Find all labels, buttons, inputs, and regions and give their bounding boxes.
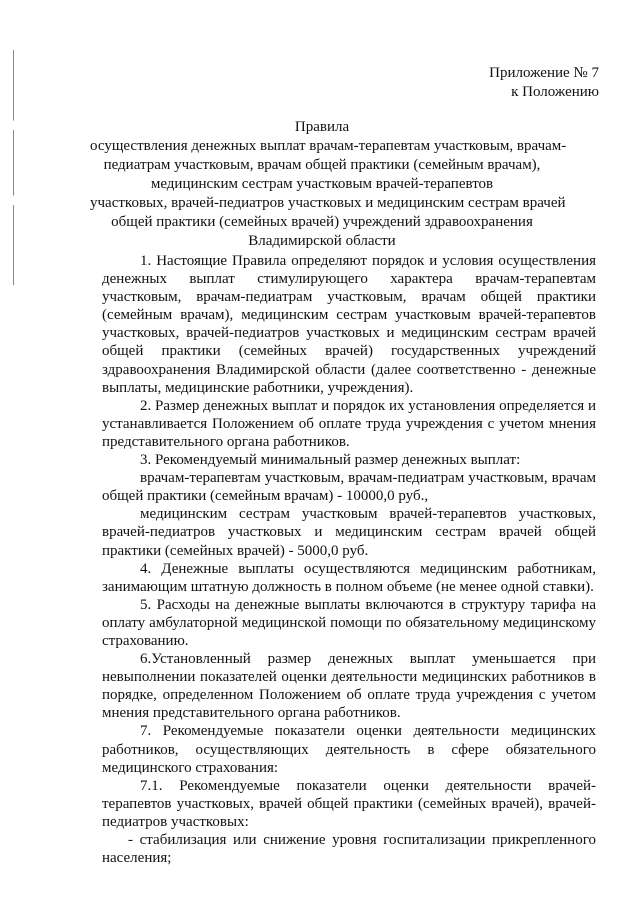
document-title (90, 118, 567, 251)
title-line: Правила (294, 119, 350, 135)
title-line: осуществления денежных выплат врачам-терапевтам участковым, врачам- (90, 138, 567, 154)
title-line: медицинским сестрам участковым врачей-терапевтов (150, 176, 494, 192)
title-line: участковых, врачей-педиатров участковых и медицинским сестрам врачей (90, 195, 566, 211)
paragraph-3: 3. Рекомендуемый минимальный размер денежных выплат: (140, 452, 521, 469)
paragraph-4: 4. Денежные выплаты осуществляются медицинским работникам, занимающим штатную должность в полном объеме (не менее одной ставки). (102, 560, 596, 595)
appendix-reference (489, 64, 599, 102)
title-line: общей практики (семейных врачей) учреждений здравоохранения (111, 214, 533, 230)
paragraph-6: 6.Установленный размер денежных выплат уменьшается при невыполнении показателей оценки деятельности медицинских работников в порядке, определенном Положением об оплате труда учреждения с учетом мнения представительного органа работников. (102, 651, 596, 722)
binding-edge-mark (13, 50, 14, 285)
paragraph-7-1: 7.1. Рекомендуемые показатели оценки деятельности врачей-терапевтов участковых, врачей общей практики (семейных врачей), врачей-педиатров участковых: (102, 777, 596, 830)
paragraph-7-1-item: - стабилизация или снижение уровня госпитализации прикрепленного населения; (102, 832, 596, 867)
appendix-number: Приложение № 7 (489, 65, 599, 81)
paragraph-2: 2. Размер денежных выплат и порядок их установления определяется и устанавливается Положением об оплате труда учреждения с учетом мнения представительного органа работников. (102, 397, 596, 450)
paragraph-1: 1. Настоящие Правила определяют порядок и условия осуществления денежных выплат стимулирующего характера врачам-терапевтам участковым, врачам-педиатрам участковым, врачам общей практики (семейным врачам), медицинским сестрам участковым врачей-терапевтов участковых, врачей-педиатров участковых и медицинским сестрам врачей общей практики (семейных врачей) государственных учреждений здравоохранения Владимирской области (далее соответственно - денежные выплаты, медицинские работники, учреждения). (102, 253, 596, 396)
appendix-regulation-ref: к Положению (511, 84, 599, 100)
title-line: педиатрам участковым, врачам общей практики (семейным врачам), (103, 157, 541, 173)
paragraph-3-doctors: врачам-терапевтам участковым, врачам-педиатрам участковым, врачам общей практики (семейным врачам) - 10000,0 руб., (102, 470, 596, 505)
title-line: Владимирской области (248, 233, 396, 249)
paragraph-5: 5. Расходы на денежные выплаты включаются в структуру тарифа на оплату амбулаторной медицинской помощи по обязательному медицинскому страхованию. (102, 596, 596, 649)
paragraph-3-nurses: медицинским сестрам участковым врачей-терапевтов участковых, врачей-педиатров участковых и медицинским сестрам врачей общей практики (семейных врачей) - 5000,0 руб. (102, 506, 596, 559)
document-body (102, 252, 596, 867)
paragraph-7: 7. Рекомендуемые показатели оценки деятельности медицинских работников, осуществляющих деятельность в сфере обязательного медицинского страхования: (102, 723, 596, 776)
